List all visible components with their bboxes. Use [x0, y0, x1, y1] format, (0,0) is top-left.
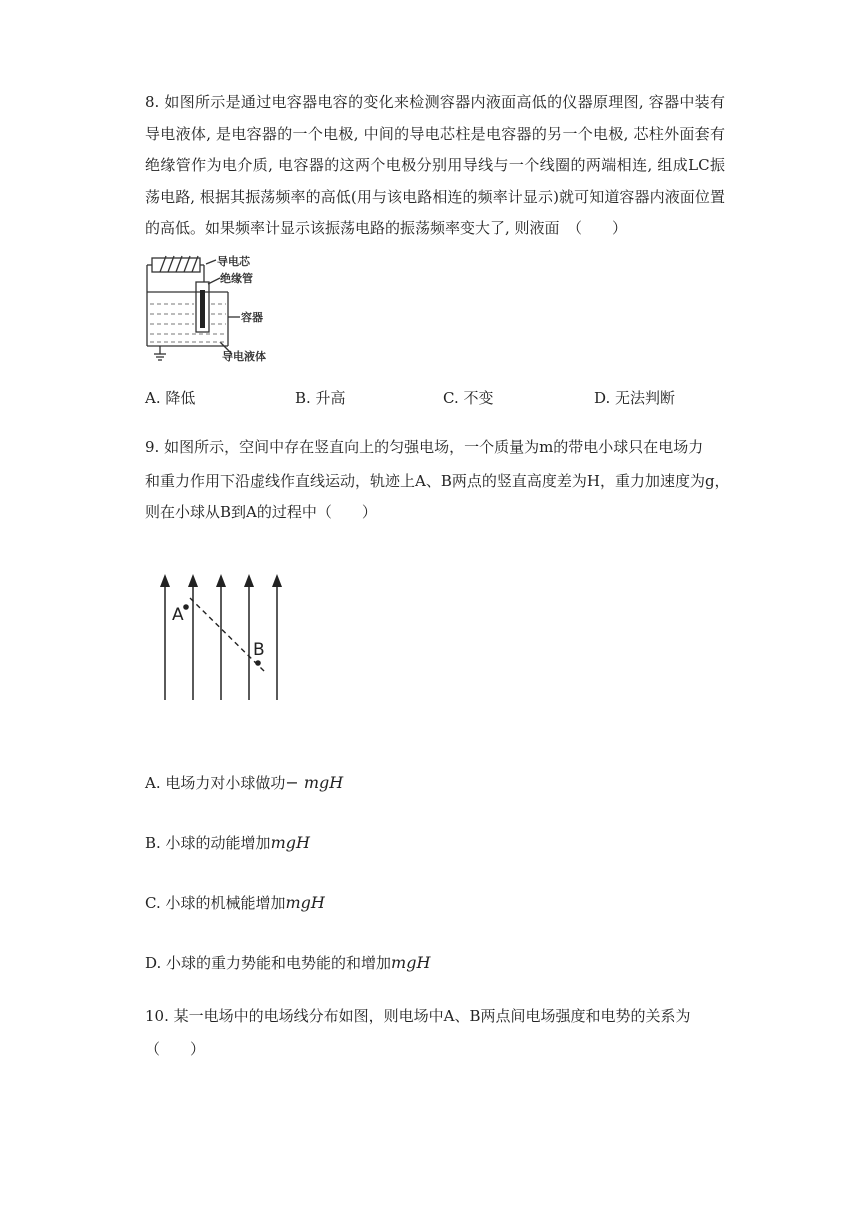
q9-option-d[interactable] [145, 952, 430, 973]
label-tube: 绝缘管 [220, 272, 253, 285]
capacitor-level-diagram [140, 250, 290, 368]
q8-option-a[interactable]: A. 降低 [145, 389, 196, 407]
q9-option-a-text: A. 电场力对小球做功 [145, 774, 286, 792]
q8-option-c[interactable]: C. 不变 [443, 389, 494, 407]
q9-option-d-math: mgH [391, 953, 431, 972]
q8-option-d[interactable]: D. 无法判断 [594, 389, 676, 407]
q9-option-a[interactable] [145, 772, 343, 793]
q9-option-b-text: B. 小球的动能增加 [145, 834, 271, 852]
question-9-stem-line-2: 和重力作用下沿虚线作直线运动，轨迹上A、B两点的竖直高度差为H，重力加速度为g， [145, 472, 730, 490]
label-liquid: 导电液体 [222, 350, 266, 363]
question-9-stem-line-3: 则在小球从B到A的过程中（ ） [145, 503, 377, 521]
q9-option-c-math: mgH [285, 893, 325, 912]
question-10-stem-line-1: 10. 某一电场中的电场线分布如图，则电场中A、B两点间电场强度和电势的关系为 [145, 1007, 691, 1025]
q9-option-b[interactable] [145, 832, 310, 853]
q9-option-c-text: C. 小球的机械能增加 [145, 894, 286, 912]
q9-option-d-text: D. 小球的重力势能和电势能的和增加 [145, 954, 392, 972]
uniform-field-diagram [150, 570, 290, 705]
question-10-stem-line-2: （ ） [145, 1040, 206, 1058]
q8-option-b[interactable]: B. 升高 [295, 389, 346, 407]
question-9-stem-line-1: 9. 如图所示，空间中存在竖直向上的匀强电场，一个质量为m的带电小球只在电场力 [145, 438, 704, 456]
q9-option-b-math: mgH [270, 833, 310, 852]
q9-option-a-math: − mgH [285, 773, 344, 792]
point-b-label: B [253, 640, 265, 660]
q9-option-c[interactable] [145, 892, 325, 913]
label-core: 导电芯 [217, 255, 250, 268]
label-container: 容器 [241, 311, 263, 324]
point-a-label: A [172, 605, 184, 625]
question-8-stem: 8. 如图所示是通过电容器电容的变化来检测容器内液面高低的仪器原理图, 容器中装有导电液体, 是电容器的一个电极, 中间的导电芯柱是电容器的另一个电极, 芯柱外面套有绝缘管作为电介质, 电容器的这两个电极分别用导线与一个线圈的两端相连, 组成LC振荡电路, 根据其振荡频率的高低(用与该电路相连的频率计显示)就可知道容器内液面位置的高低。如果频率计显示该振荡电路的振荡频率变大了, 则液面 （ ） [145, 93, 725, 237]
